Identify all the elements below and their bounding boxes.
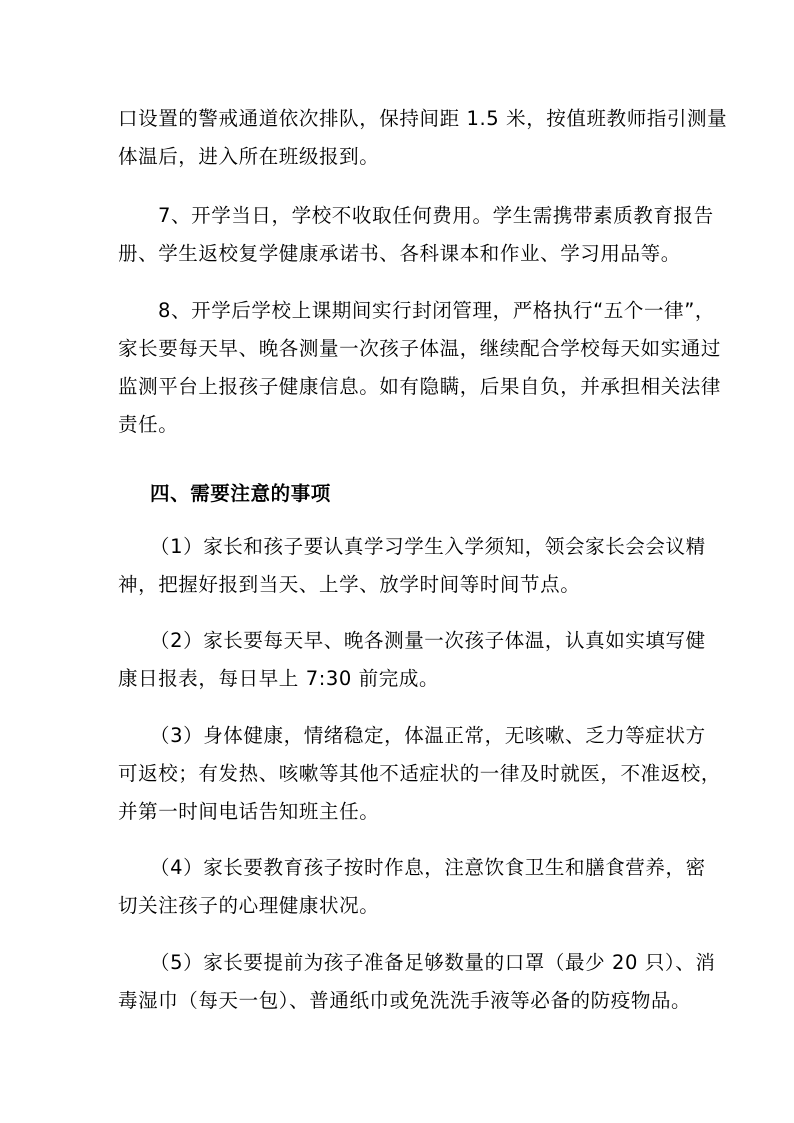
note-2-paragraph <box>118 622 706 698</box>
text-line: 体温后，进入所在班级报到。 <box>118 145 380 168</box>
text-line: 7、开学当日，学校不收取任何费用。学生需携带素质教育报告 <box>158 204 714 227</box>
text-line: （5）家长要提前为孩子准备足够数量的口罩（最少 20 只）、消 <box>150 951 716 974</box>
text-line: （2）家长要每天早、晚各测量一次孩子体温，认真如实填写健 <box>150 629 706 652</box>
text-line: 责任。 <box>118 413 179 436</box>
paragraph-continuation <box>118 100 728 176</box>
note-5-paragraph <box>118 944 716 1020</box>
text-line: 家长要每天早、晚各测量一次孩子体温，继续配合学校每天如实通过 <box>118 337 722 360</box>
note-1-paragraph <box>118 528 706 604</box>
text-line: （3）身体健康，情绪稳定，体温正常，无咳嗽、乏力等症状方 <box>150 724 706 747</box>
text-line: 并第一时间电话告知班主任。 <box>118 800 380 823</box>
text-line: 康日报表，每日早上 7:30 前完成。 <box>118 667 440 690</box>
text-line: （4）家长要教育孩子按时作息，注意饮食卫生和膳食营养，密 <box>150 856 706 879</box>
text-line: 神，把握好报到当天、上学、放学时间等时间节点。 <box>118 573 581 596</box>
text-line: 切关注孩子的心理健康状况。 <box>118 894 380 917</box>
text-line: 8、开学后学校上课期间实行封闭管理，严格执行“五个一律”， <box>158 299 716 322</box>
item-8-paragraph <box>118 292 722 444</box>
section-heading: 四、需要注意的事项 <box>150 482 331 505</box>
text-line: （1）家长和孩子要认真学习学生入学须知，领会家长会会议精 <box>150 535 706 558</box>
text-line: 毒湿巾（每天一包）、普通纸巾或免洗洗手液等必备的防疫物品。 <box>118 989 692 1012</box>
note-3-paragraph <box>118 717 722 831</box>
text-line: 监测平台上报孩子健康信息。如有隐瞒，后果自负，并承担相关法律 <box>118 375 722 398</box>
item-7-paragraph <box>118 197 714 273</box>
text-line: 册、学生返校复学健康承诺书、各科课本和作业、学习用品等。 <box>118 242 681 265</box>
text-line: 可返校；有发热、咳嗽等其他不适症状的一律及时就医，不准返校， <box>118 762 722 785</box>
note-4-paragraph <box>118 849 706 925</box>
text-line: 口设置的警戒通道依次排队，保持间距 1.5 米，按值班教师指引测量 <box>118 107 728 130</box>
